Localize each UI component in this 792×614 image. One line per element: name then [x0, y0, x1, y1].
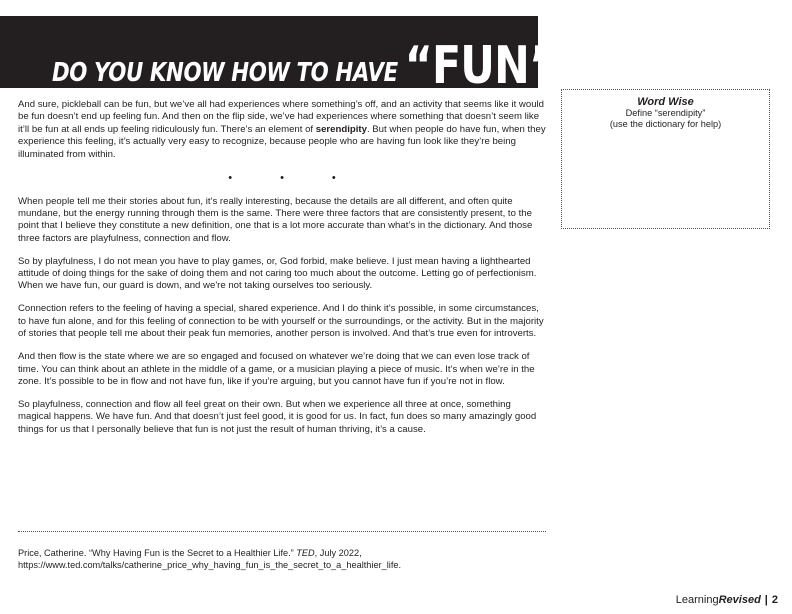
- paragraph-3: So by playfulness, I do not mean you have to play games, or, God forbid, make believe. I just mean having a lighthearted attitude of doing things for the sake of doing them and not caring too much about the outcome. Letting go of perfectionism. When we have fun, our guard is down, and we're not taking ourselves too seriously.: [18, 255, 537, 292]
- word-wise-title: Word Wise: [637, 96, 694, 108]
- p1-text-a: And sure, pickleball can be fun, but we’ve all had experiences where something’s off, and an activity that seems like it would be fun doesn’t end up feeling fun. And then on the flip side, we’ve had experiences where something that doesn’t seem like it’ll be fun at all ends up feeling ridiculously fun. There’s an element of: [18, 99, 544, 135]
- title-prefix: DO YOU KNOW HOW TO HAVE: [52, 58, 398, 88]
- citation-text: Price, Catherine. “Why Having Fun is the Secret to a Healthier Life.”: [18, 548, 297, 558]
- page-footer: [676, 594, 778, 606]
- page-title: [52, 36, 580, 96]
- title-banner: [0, 16, 581, 96]
- section-divider-dots: [18, 172, 546, 184]
- footnote-divider: [18, 531, 546, 532]
- word-wise-box: [561, 89, 770, 229]
- footer-separator: |: [764, 594, 768, 606]
- divider-dot: •: [331, 171, 336, 184]
- serendipity-term: serendipity: [315, 123, 367, 135]
- citation-url: , July 2022, https://www.ted.com/talks/catherine_price_why_having_fun_is_the_secret_to_a_healthier_life.: [18, 548, 402, 570]
- citation: [18, 547, 538, 571]
- p1-text-b: . But when people do have fun, when they experience this feeling, it’s actually very easy to recognize, because people who are having fun look like they’re being illuminated from within.: [18, 123, 546, 160]
- title-fun: “FUN”?: [404, 36, 581, 96]
- article-body: [18, 99, 546, 447]
- word-wise-prompt: Define “serendipity”: [625, 108, 706, 118]
- paragraph-5: And then flow is the state where we are so engaged and focused on whatever we’re doing that we can even lose track of time. You can think about an athlete in the middle of a game, or a musician playing a piece of music. It’s when we’re in the zone. It’s possible to be in flow and not have fun, like if you’re arguing, but you cannot have fun if you’re not in flow.: [18, 351, 535, 387]
- brand-revised: Revised: [718, 594, 761, 606]
- paragraph-2: When people tell me their stories about fun, it’s really interesting, because the details are all different, and often quite mundane, but the energy running through them is the same. There were three factors that are consistently present, to the point that I believe they constitute a new definition, one that is a lot more accurate than what’s in the dictionary. And those three factors are playfulness, connection and flow.: [18, 195, 533, 244]
- brand-learning: Learning: [675, 594, 719, 606]
- divider-dot: •: [228, 171, 233, 184]
- paragraph-1: [18, 99, 546, 161]
- citation-source: TED: [296, 548, 315, 558]
- divider-dot: •: [280, 171, 284, 184]
- paragraph-6: So playfulness, connection and flow all feel great on their own. But when we experience all three at once, something magical happens. We have fun. And that doesn’t just feel good, it is good for us. In fact, fun does so many amazingly good things for us that I personally believe that fun is not just the result of human thriving, it’s a cause.: [18, 398, 537, 435]
- page-number: 2: [771, 594, 778, 606]
- word-wise-hint: (use the dictionary for help): [609, 119, 722, 129]
- paragraph-4: Connection refers to the feeling of having a special, shared experience. And I do think it’s possible, in some circumstances, to have fun alone, and for this feeling of connection to be with yourself or the surroundings, or the activity. But in the majority of stories that people tell me about their peak fun memories, another person is involved. And that’s true even for introverts.: [18, 303, 544, 340]
